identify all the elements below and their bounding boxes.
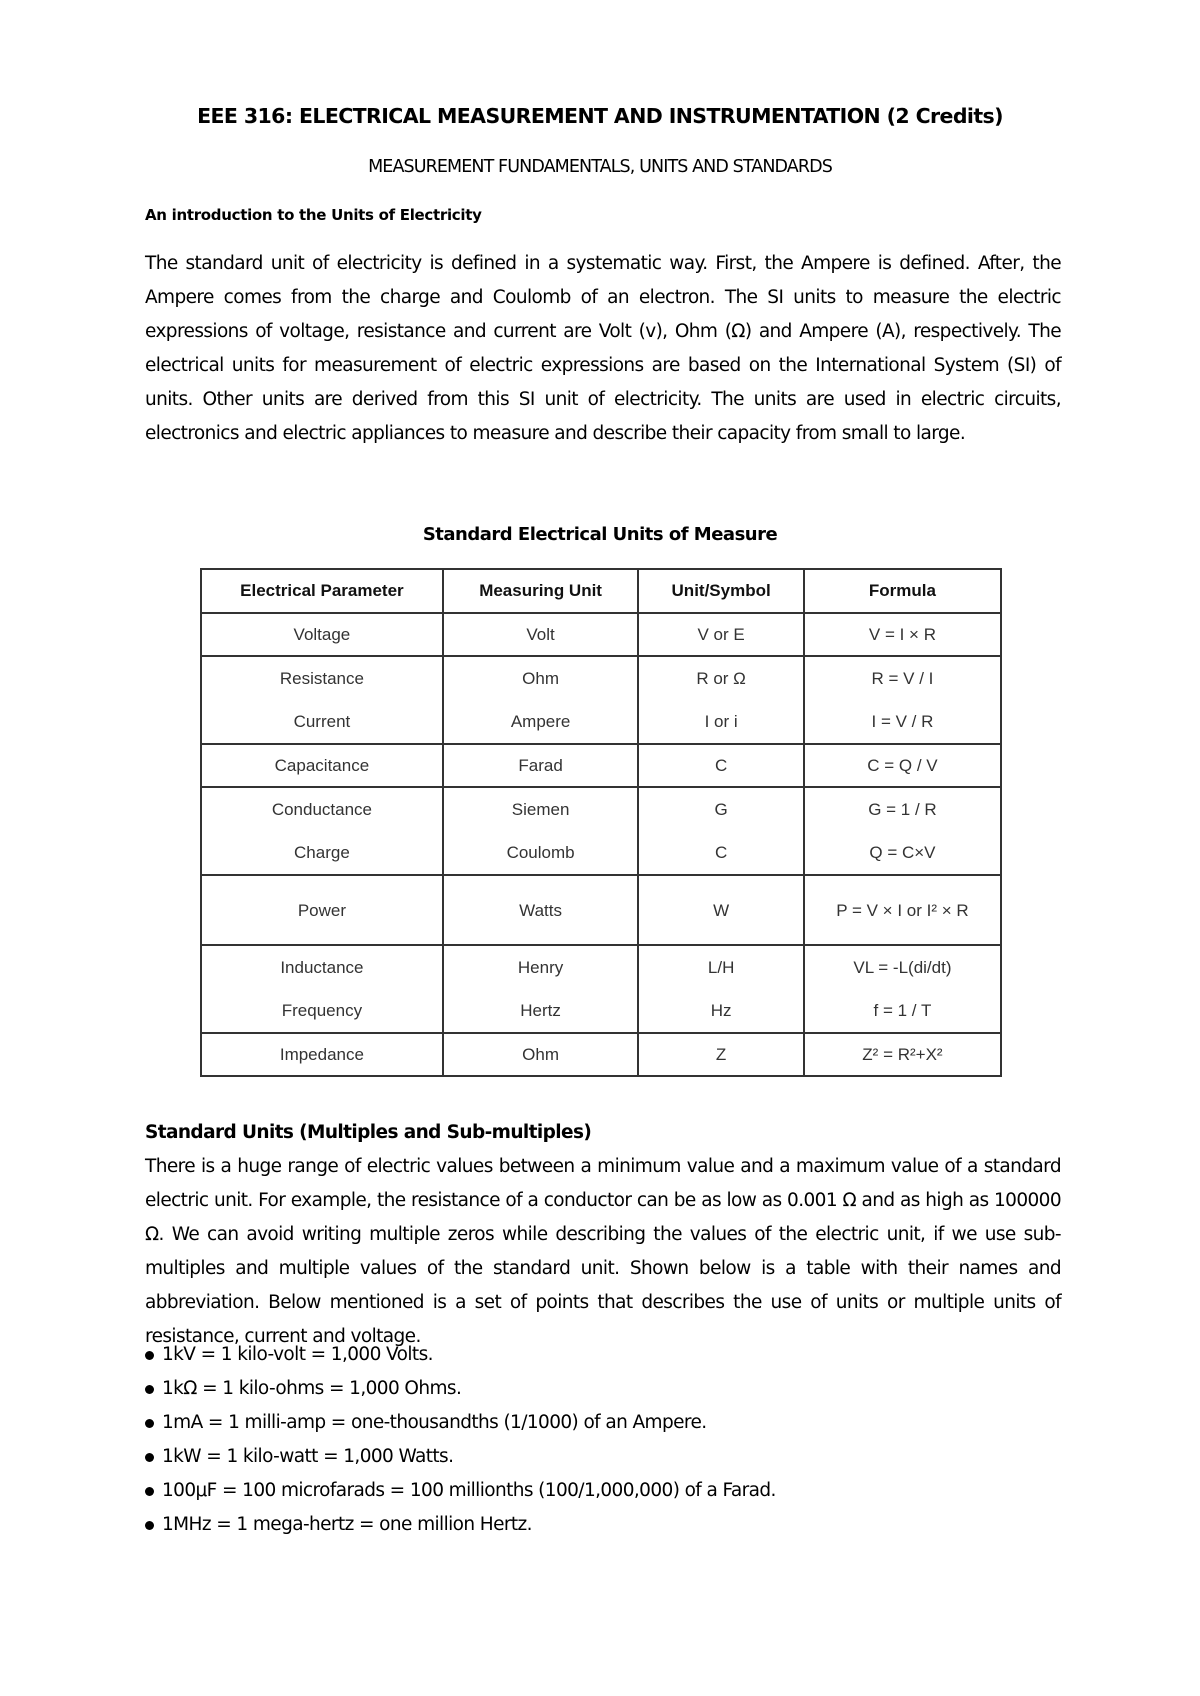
table-row bbox=[201, 744, 1001, 787]
cell-unit-group bbox=[443, 945, 639, 1033]
cell-formula-group bbox=[804, 945, 1001, 1033]
section-heading: Standard Units (Multiples and Sub-multiples) bbox=[145, 1122, 592, 1143]
bullet-list bbox=[145, 1338, 776, 1542]
table-header-row bbox=[201, 569, 1001, 613]
document-subtitle: MEASUREMENT FUNDAMENTALS, UNITS AND STANDARDS bbox=[368, 157, 832, 177]
cell-unit: Coulomb bbox=[506, 843, 575, 862]
cell-parameter: Voltage bbox=[201, 613, 443, 656]
cell-unit: Ohm bbox=[522, 669, 560, 688]
document-title: EEE 316: ELECTRICAL MEASUREMENT AND INSTRUMENTATION (2 Credits) bbox=[197, 104, 1003, 128]
table-row bbox=[201, 656, 1001, 744]
cell-unit-group bbox=[443, 787, 639, 875]
cell-symbol: L/H bbox=[707, 958, 735, 977]
cell-formula: Z² = R²+X² bbox=[804, 1033, 1001, 1076]
header-unit: Measuring Unit bbox=[443, 569, 639, 613]
cell-symbol-group bbox=[638, 656, 804, 744]
cell-unit: Ohm bbox=[443, 1033, 639, 1076]
list-item-text: 1MHz = 1 mega-hertz = one million Hertz. bbox=[162, 1514, 532, 1535]
cell-formula: G = 1 / R bbox=[868, 800, 937, 819]
cell-formula: C = Q / V bbox=[804, 744, 1001, 787]
cell-symbol-group bbox=[638, 945, 804, 1033]
list-item bbox=[145, 1440, 776, 1474]
list-item-text: 1kV = 1 kilo-volt = 1,000 Volts. bbox=[162, 1344, 433, 1365]
cell-unit: Volt bbox=[443, 613, 639, 656]
cell-unit: Watts bbox=[443, 875, 639, 945]
intro-heading: An introduction to the Units of Electricity bbox=[145, 206, 482, 224]
list-item-text: 1kΩ = 1 kilo-ohms = 1,000 Ohms. bbox=[162, 1378, 462, 1399]
cell-formula: I = V / R bbox=[871, 712, 934, 731]
list-item bbox=[145, 1474, 776, 1508]
list-item-text: 1mA = 1 milli-amp = one-thousandths (1/1000) of an Ampere. bbox=[162, 1412, 707, 1433]
intro-paragraph: The standard unit of electricity is defined in a systematic way. First, the Ampere is defined. After, the Ampere comes from the charge and Coulomb of an electron. The SI units to measure the electric expressions of voltage, resistance and current are Volt (v), Ohm (Ω) and Ampere (A), respectively. The electrical units for measurement of electric expressions are based on the International System (SI) of units. Other units are derived from this SI unit of electricity. The units are used in electric circuits, electronics and electric appliances to measure and describe their capacity from small to large. bbox=[145, 253, 1061, 444]
table-row bbox=[201, 945, 1001, 1033]
cell-symbol: Z bbox=[638, 1033, 804, 1076]
cell-unit: Siemen bbox=[511, 800, 570, 819]
cell-formula: f = 1 / T bbox=[873, 1001, 932, 1020]
cell-parameter: Inductance bbox=[280, 958, 364, 977]
cell-parameter: Capacitance bbox=[201, 744, 443, 787]
cell-parameter: Impedance bbox=[201, 1033, 443, 1076]
cell-formula: VL = -L(di/dt) bbox=[853, 958, 952, 977]
list-item bbox=[145, 1338, 776, 1372]
cell-symbol: I or i bbox=[704, 712, 738, 731]
cell-formula: V = I × R bbox=[804, 613, 1001, 656]
cell-symbol-group bbox=[638, 787, 804, 875]
cell-parameter: Charge bbox=[294, 843, 350, 862]
cell-formula: P = V × I or I² × R bbox=[804, 875, 1001, 945]
cell-formula-group bbox=[804, 656, 1001, 744]
list-item bbox=[145, 1372, 776, 1406]
bullet-icon bbox=[145, 1453, 154, 1462]
cell-parameter: Current bbox=[293, 712, 351, 731]
cell-parameter: Resistance bbox=[279, 669, 364, 688]
cell-unit: Henry bbox=[517, 958, 564, 977]
cell-symbol: C bbox=[714, 843, 728, 862]
bullet-icon bbox=[145, 1487, 154, 1496]
cell-parameter-group bbox=[201, 945, 443, 1033]
cell-formula: Q = C×V bbox=[869, 843, 936, 862]
cell-symbol: G bbox=[714, 800, 728, 819]
list-item-text: 100μF = 100 microfarads = 100 millionths (100/1,000,000) of a Farad. bbox=[162, 1480, 776, 1501]
cell-symbol: Hz bbox=[710, 1001, 732, 1020]
list-item bbox=[145, 1508, 776, 1542]
table-caption: Standard Electrical Units of Measure bbox=[422, 524, 778, 545]
cell-parameter: Conductance bbox=[271, 800, 372, 819]
bullet-icon bbox=[145, 1385, 154, 1394]
bullet-icon bbox=[145, 1351, 154, 1360]
cell-unit-group bbox=[443, 656, 639, 744]
list-item bbox=[145, 1406, 776, 1440]
cell-parameter-group bbox=[201, 656, 443, 744]
cell-parameter-group bbox=[201, 787, 443, 875]
cell-symbol: R or Ω bbox=[696, 669, 746, 688]
cell-unit: Ampere bbox=[510, 712, 571, 731]
cell-formula: R = V / I bbox=[871, 669, 934, 688]
bullet-icon bbox=[145, 1419, 154, 1428]
units-table bbox=[200, 568, 1002, 1077]
cell-parameter: Frequency bbox=[281, 1001, 363, 1020]
list-item-text: 1kW = 1 kilo-watt = 1,000 Watts. bbox=[162, 1446, 454, 1467]
header-symbol: Unit/Symbol bbox=[638, 569, 804, 613]
section-paragraph: There is a huge range of electric values between a minimum value and a maximum value of a standard electric unit. For example, the resistance of a conductor can be as low as 0.001 Ω and as high as 100000 Ω. We can avoid writing multiple zeros while describing the values of the electric unit, if we use sub-multiples and multiple values of the standard unit. Shown below is a table with their names and abbreviation. Below mentioned is a set of points that describes the use of units or multiple units of resistance, current and voltage. bbox=[145, 1156, 1061, 1347]
cell-parameter: Power bbox=[201, 875, 443, 945]
table-row bbox=[201, 787, 1001, 875]
header-parameter: Electrical Parameter bbox=[201, 569, 443, 613]
cell-symbol: C bbox=[638, 744, 804, 787]
cell-formula-group bbox=[804, 787, 1001, 875]
table-row bbox=[201, 613, 1001, 656]
cell-symbol: W bbox=[638, 875, 804, 945]
table-row bbox=[201, 1033, 1001, 1076]
cell-symbol: V or E bbox=[638, 613, 804, 656]
header-formula: Formula bbox=[804, 569, 1001, 613]
table-row bbox=[201, 875, 1001, 945]
cell-unit: Hertz bbox=[520, 1001, 561, 1020]
cell-unit: Farad bbox=[443, 744, 639, 787]
bullet-icon bbox=[145, 1521, 154, 1530]
